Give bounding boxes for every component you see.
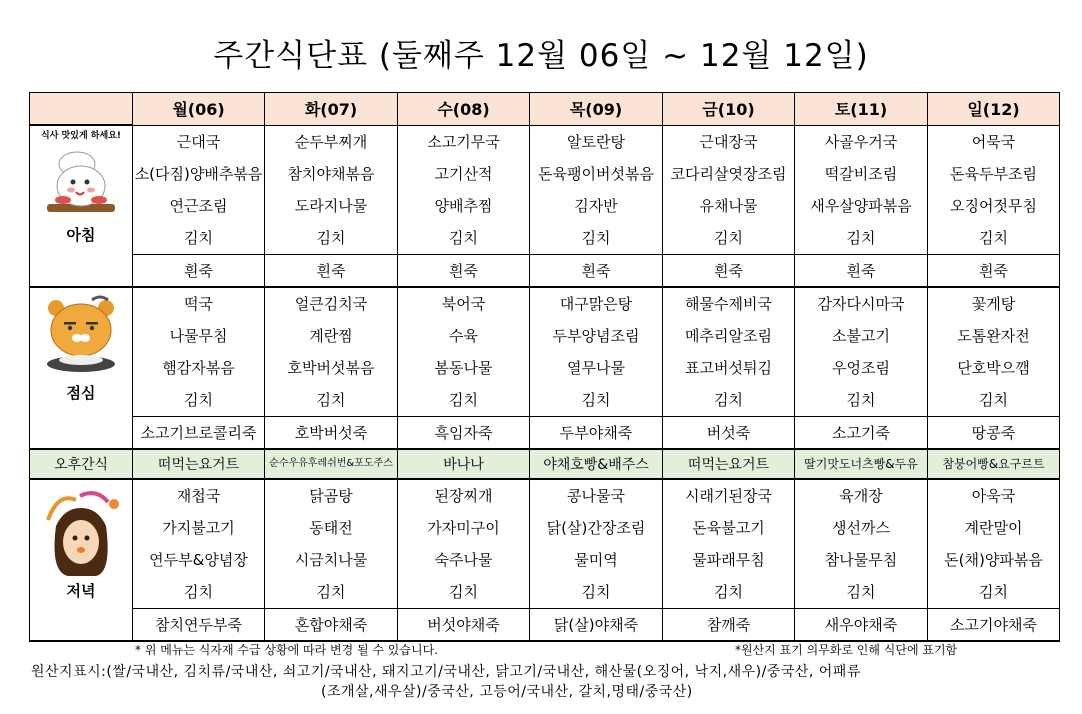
breakfast-dish: 김치 <box>795 222 928 255</box>
snack-row <box>30 449 1060 479</box>
lunch-dish: 김치 <box>133 384 265 417</box>
lunch-meal-cell <box>30 287 133 449</box>
breakfast-menu-row <box>30 190 1060 222</box>
lunch-dish: 호박버섯볶음 <box>265 352 398 384</box>
lunch-dish: 김치 <box>530 384 663 417</box>
breakfast-dish: 유채나물 <box>663 190 795 222</box>
dinner-dish: 콩나물국 <box>530 479 663 512</box>
breakfast-dish: 근대국 <box>133 125 265 158</box>
breakfast-dish: 사골우거국 <box>795 125 928 158</box>
dinner-dish: 재첩국 <box>133 479 265 512</box>
origin-label-note: *원산지 표기 의무화로 인해 식단에 표기함 <box>735 643 958 657</box>
lunch-menu-row <box>30 384 1060 417</box>
breakfast-dish: 순두부찌개 <box>265 125 398 158</box>
breakfast-dish: 돈육팽이버섯볶음 <box>530 158 663 190</box>
snack-item: 순수우유후레쉬번&포도주스 <box>265 449 398 479</box>
breakfast-dish: 고기산적 <box>398 158 530 190</box>
breakfast-label: 아침 <box>66 226 96 244</box>
breakfast-dish: 김치 <box>928 222 1060 255</box>
ryan-bear-icon <box>42 294 120 380</box>
breakfast-dish: 참치야채볶음 <box>265 158 398 190</box>
dinner-dish: 물파래무침 <box>663 544 795 576</box>
snack-item: 떠먹는요거트 <box>133 449 265 479</box>
dinner-porridge-row <box>30 608 1060 641</box>
lunch-dish: 북어국 <box>398 287 530 320</box>
lunch-dish: 김치 <box>795 384 928 417</box>
dinner-dish: 시금치나물 <box>265 544 398 576</box>
breakfast-menu-row <box>30 222 1060 255</box>
lunch-label: 점심 <box>66 383 96 402</box>
day-header: 화(07) <box>265 93 398 126</box>
lunch-dish: 메추리알조림 <box>663 320 795 352</box>
lunch-dish: 감자다시마국 <box>795 287 928 320</box>
lunch-dish: 꽃게탕 <box>928 287 1060 320</box>
breakfast-dish: 양배추찜 <box>398 190 530 222</box>
breakfast-porridge: 흰죽 <box>133 254 265 287</box>
snack-item: 야채호빵&배주스 <box>530 449 663 479</box>
snack-item: 참붕어빵&요구르트 <box>928 449 1060 479</box>
snack-item: 딸기맛도너츠빵&두유 <box>795 449 928 479</box>
day-header-row <box>30 93 1060 126</box>
chef-character-icon <box>41 142 121 222</box>
dinner-meal-cell <box>30 479 133 641</box>
lunch-dish: 소불고기 <box>795 320 928 352</box>
lunch-dish: 얼큰김치국 <box>265 287 398 320</box>
breakfast-dish: 김치 <box>663 222 795 255</box>
day-header: 토(11) <box>795 93 928 126</box>
dinner-dish: 아욱국 <box>928 479 1060 512</box>
dinner-dish: 김치 <box>795 576 928 609</box>
lunch-dish: 해물수제비국 <box>663 287 795 320</box>
lunch-menu-row <box>30 320 1060 352</box>
lunch-porridge-row <box>30 416 1060 449</box>
lunch-porridge: 두부야채죽 <box>530 416 663 449</box>
lunch-menu-row <box>30 352 1060 384</box>
dinner-menu-row <box>30 544 1060 576</box>
dinner-menu-row <box>30 479 1060 512</box>
breakfast-dish: 근대장국 <box>663 125 795 158</box>
dinner-porridge: 소고기야채죽 <box>928 608 1060 641</box>
menu-change-note: * 위 메뉴는 식자재 수급 상황에 따라 변경 될 수 있습니다. <box>135 643 438 657</box>
breakfast-dish: 연근조림 <box>133 190 265 222</box>
dinner-porridge: 참치연두부죽 <box>133 608 265 641</box>
breakfast-dish: 김자반 <box>530 190 663 222</box>
breakfast-menu-row <box>30 125 1060 158</box>
dinner-dish: 된장찌개 <box>398 479 530 512</box>
breakfast-dish: 김치 <box>398 222 530 255</box>
day-header: 수(08) <box>398 93 530 126</box>
lunch-porridge: 소고기브로콜리죽 <box>133 416 265 449</box>
lunch-dish: 표고버섯튀김 <box>663 352 795 384</box>
dinner-dish: 가자미구이 <box>398 512 530 544</box>
lunch-dish: 김치 <box>398 384 530 417</box>
day-header: 일(12) <box>928 93 1060 126</box>
dinner-dish: 닭(살)간장조림 <box>530 512 663 544</box>
lunch-dish: 대구맑은탕 <box>530 287 663 320</box>
lunch-dish: 떡국 <box>133 287 265 320</box>
dinner-dish: 생선까스 <box>795 512 928 544</box>
breakfast-dish: 새우살양파볶음 <box>795 190 928 222</box>
lunch-dish: 열무나물 <box>530 352 663 384</box>
lunch-dish: 두부양념조림 <box>530 320 663 352</box>
dinner-porridge: 닭(살)야채죽 <box>530 608 663 641</box>
snack-item: 바나나 <box>398 449 530 479</box>
weekly-menu-table <box>29 92 1060 642</box>
dinner-porridge: 새우야채죽 <box>795 608 928 641</box>
dinner-dish: 돈(채)양파볶음 <box>928 544 1060 576</box>
lunch-porridge: 소고기죽 <box>795 416 928 449</box>
day-header: 월(06) <box>133 93 265 126</box>
lunch-dish: 우엉조림 <box>795 352 928 384</box>
lunch-dish: 계란찜 <box>265 320 398 352</box>
dinner-dish: 시래기된장국 <box>663 479 795 512</box>
lunch-porridge: 흑임자죽 <box>398 416 530 449</box>
dinner-dish: 육개장 <box>795 479 928 512</box>
breakfast-porridge: 흰죽 <box>265 254 398 287</box>
lunch-porridge: 버섯죽 <box>663 416 795 449</box>
lunch-dish: 햄감자볶음 <box>133 352 265 384</box>
breakfast-porridge: 흰죽 <box>530 254 663 287</box>
dinner-porridge: 버섯야채죽 <box>398 608 530 641</box>
dinner-dish: 김치 <box>265 576 398 609</box>
lunch-menu-row <box>30 287 1060 320</box>
breakfast-dish: 알토란탕 <box>530 125 663 158</box>
snack-item: 떠먹는요거트 <box>663 449 795 479</box>
dinner-label: 저녁 <box>66 581 96 600</box>
breakfast-porridge: 흰죽 <box>795 254 928 287</box>
page-title: 주간식단표 (둘째주 12월 06일 ~ 12월 12일) <box>213 38 869 74</box>
smiling-girl-icon <box>38 486 124 578</box>
breakfast-porridge: 흰죽 <box>398 254 530 287</box>
breakfast-dish: 코다리살엿장조림 <box>663 158 795 190</box>
breakfast-dish: 김치 <box>133 222 265 255</box>
lunch-porridge: 호박버섯죽 <box>265 416 398 449</box>
dinner-dish: 김치 <box>133 576 265 609</box>
breakfast-dish: 돈육두부조림 <box>928 158 1060 190</box>
dinner-dish: 가지불고기 <box>133 512 265 544</box>
breakfast-meal-cell <box>30 125 133 287</box>
dinner-dish: 김치 <box>663 576 795 609</box>
breakfast-dish: 소(다짐)양배추볶음 <box>133 158 265 190</box>
dinner-dish: 김치 <box>398 576 530 609</box>
origin-line-2: (조개살,새우살)/중국산, 고등어/국내산, 갈치,명태/중국산) <box>321 684 693 700</box>
breakfast-dish: 도라지나물 <box>265 190 398 222</box>
lunch-dish: 단호박으깸 <box>928 352 1060 384</box>
dinner-porridge: 혼합야채죽 <box>265 608 398 641</box>
dinner-porridge: 참깨죽 <box>663 608 795 641</box>
lunch-dish: 김치 <box>663 384 795 417</box>
dinner-menu-row <box>30 512 1060 544</box>
dinner-dish: 김치 <box>928 576 1060 609</box>
breakfast-caption: 식사 맛있게 하세요! <box>41 131 121 141</box>
lunch-dish: 김치 <box>265 384 398 417</box>
origin-info <box>31 662 1061 702</box>
dinner-dish: 물미역 <box>530 544 663 576</box>
lunch-dish: 도톰완자전 <box>928 320 1060 352</box>
breakfast-porridge: 흰죽 <box>928 254 1060 287</box>
breakfast-dish: 김치 <box>265 222 398 255</box>
breakfast-dish: 소고기무국 <box>398 125 530 158</box>
lunch-dish: 나물무침 <box>133 320 265 352</box>
lunch-dish: 김치 <box>928 384 1060 417</box>
day-header: 목(09) <box>530 93 663 126</box>
lunch-porridge: 땅콩죽 <box>928 416 1060 449</box>
dinner-dish: 참나물무침 <box>795 544 928 576</box>
corner-cell <box>30 93 133 126</box>
dinner-dish: 동태전 <box>265 512 398 544</box>
lunch-dish: 봄동나물 <box>398 352 530 384</box>
breakfast-porridge: 흰죽 <box>663 254 795 287</box>
lunch-dish: 수육 <box>398 320 530 352</box>
breakfast-porridge-row <box>30 254 1060 287</box>
dinner-dish: 연두부&양념장 <box>133 544 265 576</box>
snack-label: 오후간식 <box>30 449 133 479</box>
breakfast-dish: 떡갈비조림 <box>795 158 928 190</box>
breakfast-dish: 어묵국 <box>928 125 1060 158</box>
breakfast-menu-row <box>30 158 1060 190</box>
dinner-dish: 김치 <box>530 576 663 609</box>
day-header: 금(10) <box>663 93 795 126</box>
dinner-menu-row <box>30 576 1060 609</box>
dinner-dish: 돈육불고기 <box>663 512 795 544</box>
origin-line-1: 원산지표시:(쌀/국내산, 김치류/국내산, 쇠고기/국내산, 돼지고기/국내산, 닭고기/국내산, 해산물(오징어, 낙지,새우)/중국산, 어패류 <box>31 664 861 680</box>
breakfast-dish: 오징어젓무침 <box>928 190 1060 222</box>
breakfast-dish: 김치 <box>530 222 663 255</box>
dinner-dish: 계란말이 <box>928 512 1060 544</box>
dinner-dish: 닭곰탕 <box>265 479 398 512</box>
dinner-dish: 숙주나물 <box>398 544 530 576</box>
